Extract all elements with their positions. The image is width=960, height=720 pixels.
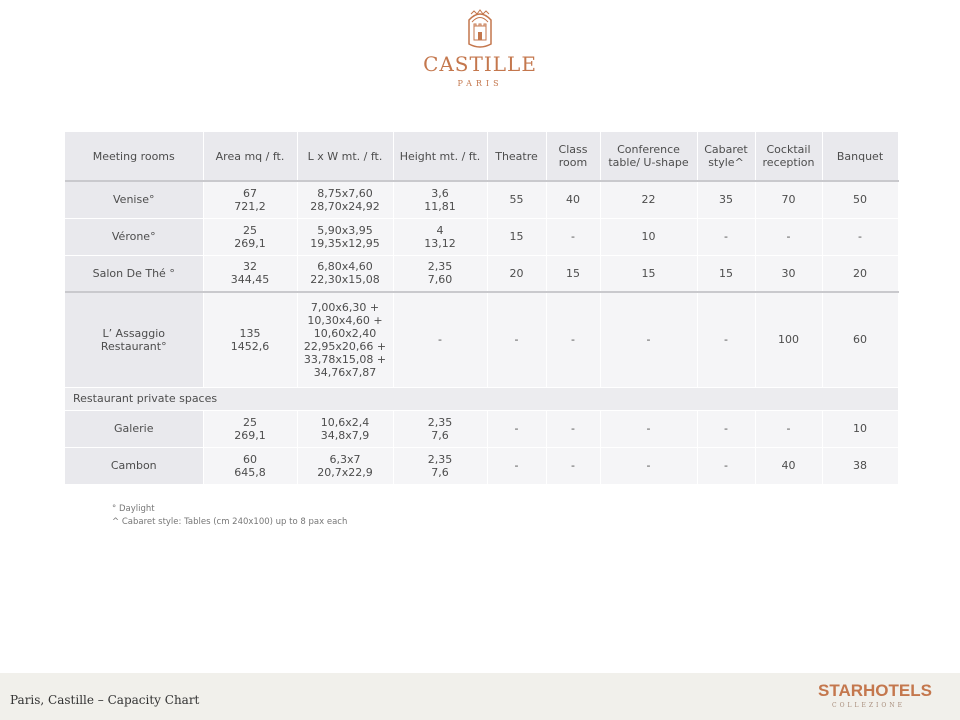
footer-title: Paris, Castille – Capacity Chart <box>10 693 200 707</box>
table-cell: 30 <box>755 255 822 292</box>
header-cell: Height mt. / ft. <box>393 132 487 181</box>
table-cell: 70 <box>755 181 822 218</box>
table-cell: - <box>697 218 755 255</box>
table-cell: 25 269,1 <box>203 218 297 255</box>
daylight-note: ° Daylight <box>112 504 155 514</box>
header-cell: Cocktail reception <box>755 132 822 181</box>
table-cell: 20 <box>487 255 546 292</box>
table-cell: 20 <box>822 255 898 292</box>
table-cell: - <box>600 410 697 447</box>
table-cell: 15 <box>487 218 546 255</box>
header-cell: Conference table/ U-shape <box>600 132 697 181</box>
header-cell: Theatre <box>487 132 546 181</box>
table-cell: - <box>487 447 546 484</box>
table-cell: - <box>487 292 546 387</box>
table-row <box>65 292 898 387</box>
brand-subtitle: PARIS <box>457 79 503 88</box>
table-row <box>65 410 898 447</box>
table-cell: - <box>600 292 697 387</box>
table-row <box>65 181 898 218</box>
table-cell: 32 344,45 <box>203 255 297 292</box>
header-cell: Meeting rooms <box>65 132 203 181</box>
table-cell: - <box>697 447 755 484</box>
table-cell: - <box>546 218 600 255</box>
table-cell: 60 <box>822 292 898 387</box>
table-cell: 100 <box>755 292 822 387</box>
table-cell: - <box>393 292 487 387</box>
table-row <box>65 255 898 292</box>
room-name-cell: Salon De Thé ° <box>65 255 203 292</box>
table-cell: 35 <box>697 181 755 218</box>
table-cell: - <box>697 292 755 387</box>
table-cell: 67 721,2 <box>203 181 297 218</box>
header-cell: Class room <box>546 132 600 181</box>
table-cell: 10,6x2,4 34,8x7,9 <box>297 410 393 447</box>
room-name-cell: Venise° <box>65 181 203 218</box>
table-cell: - <box>546 292 600 387</box>
table-cell: 55 <box>487 181 546 218</box>
capacity-table <box>65 132 899 485</box>
table-cell: - <box>546 447 600 484</box>
table-cell: 15 <box>546 255 600 292</box>
table-cell: 6,3x7 20,7x22,9 <box>297 447 393 484</box>
table-row <box>65 218 898 255</box>
header-cell: Area mq / ft. <box>203 132 297 181</box>
castle-crest-icon <box>463 6 497 50</box>
table-cell: 4 13,12 <box>393 218 487 255</box>
starhotels-logo: STARHOTELS <box>818 681 932 700</box>
starhotels-subtitle: COLLEZIONE <box>832 702 905 709</box>
table-cell: 50 <box>822 181 898 218</box>
header-cell: Cabaret style^ <box>697 132 755 181</box>
table-cell: - <box>822 218 898 255</box>
table-cell: 15 <box>697 255 755 292</box>
room-name-cell: Vérone° <box>65 218 203 255</box>
section-label: Restaurant private spaces <box>65 387 898 410</box>
header-cell: L x W mt. / ft. <box>297 132 393 181</box>
table-cell: 2,35 7,6 <box>393 447 487 484</box>
table-cell: 10 <box>600 218 697 255</box>
table-cell: - <box>600 447 697 484</box>
table-cell: 38 <box>822 447 898 484</box>
table-cell: 6,80x4,60 22,30x15,08 <box>297 255 393 292</box>
footer-bar <box>0 673 960 720</box>
table-row <box>65 447 898 484</box>
room-name-cell: L’ Assaggio Restaurant° <box>65 292 203 387</box>
table-cell: 2,35 7,6 <box>393 410 487 447</box>
section-row <box>65 387 898 410</box>
table-cell: 135 1452,6 <box>203 292 297 387</box>
table-cell: - <box>755 410 822 447</box>
room-name-cell: Cambon <box>65 447 203 484</box>
table-cell: 25 269,1 <box>203 410 297 447</box>
table-cell: - <box>697 410 755 447</box>
table-cell: 8,75x7,60 28,70x24,92 <box>297 181 393 218</box>
table-cell: 40 <box>755 447 822 484</box>
table-cell: 3,6 11,81 <box>393 181 487 218</box>
header-cell: Banquet <box>822 132 898 181</box>
table-cell: - <box>755 218 822 255</box>
table-cell: 15 <box>600 255 697 292</box>
table-cell: 10 <box>822 410 898 447</box>
table-cell: 5,90x3,95 19,35x12,95 <box>297 218 393 255</box>
table-cell: 40 <box>546 181 600 218</box>
table-cell: 2,35 7,60 <box>393 255 487 292</box>
brand-name: CASTILLE <box>423 52 537 76</box>
room-name-cell: Galerie <box>65 410 203 447</box>
table-cell: 22 <box>600 181 697 218</box>
table-cell: 7,00x6,30 + 10,30x4,60 + 10,60x2,40 22,95x20,66 + 33,78x15,08 + 34,76x7,87 <box>297 292 393 387</box>
table-cell: - <box>546 410 600 447</box>
footnotes <box>112 503 347 529</box>
castille-logo <box>410 6 550 88</box>
table-cell: - <box>487 410 546 447</box>
header-row <box>65 132 898 181</box>
table-cell: 60 645,8 <box>203 447 297 484</box>
cabaret-note: ^ Cabaret style: Tables (cm 240x100) up to 8 pax each <box>112 517 348 527</box>
